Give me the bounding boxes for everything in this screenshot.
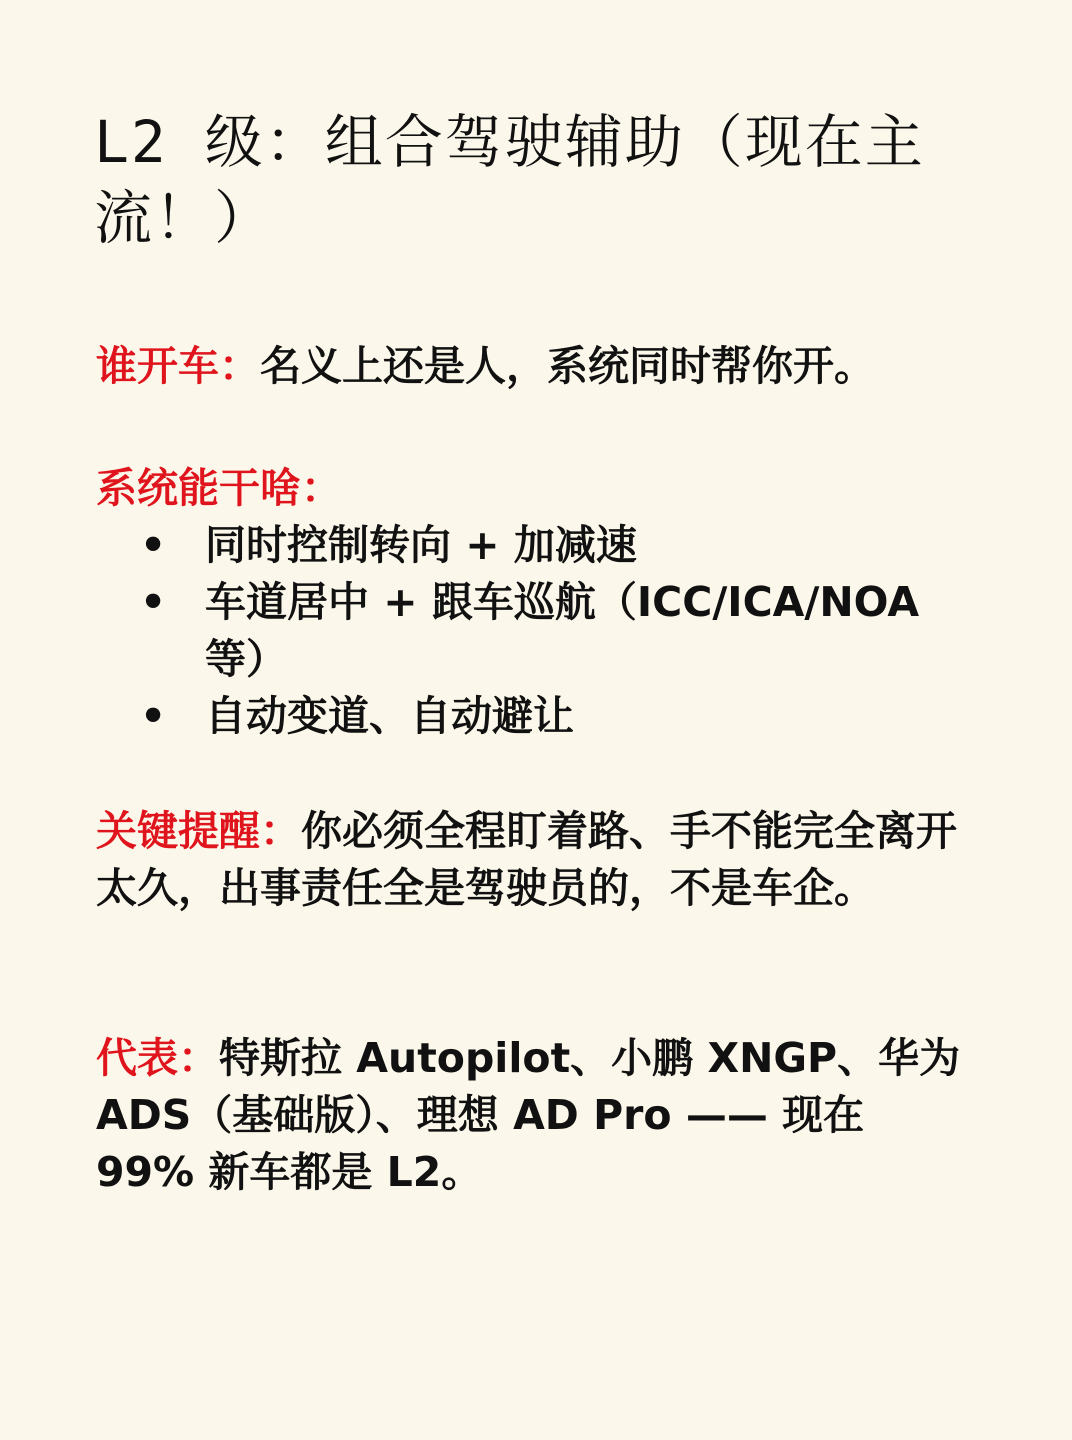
capabilities-label: 系统能干啥： bbox=[96, 464, 342, 512]
page-title: L2 级：组合驾驶辅助（现在主流！） bbox=[94, 108, 925, 252]
list-item bbox=[0, 688, 1072, 745]
list-item-text: 车道居中 + 跟车巡航（ICC/ICA/NOA 等） bbox=[205, 578, 920, 683]
bullet-icon: • bbox=[140, 692, 167, 740]
list-item bbox=[0, 517, 1072, 574]
list-item-text: 同时控制转向 + 加减速 bbox=[205, 521, 637, 569]
capabilities-list bbox=[0, 517, 1072, 745]
list-item-text: 自动变道、自动避让 bbox=[205, 692, 574, 740]
who-drives-text: 名义上还是人，系统同时帮你开。 bbox=[260, 342, 875, 390]
reminder-paragraph bbox=[96, 803, 976, 917]
who-drives-paragraph bbox=[96, 338, 976, 395]
examples-text: 特斯拉 Autopilot、小鹏 XNGP、华为 ADS（基础版）、理想 AD Pro —— 现在 99% 新车都是 L2。 bbox=[96, 1034, 961, 1196]
examples-label: 代表： bbox=[96, 1034, 219, 1082]
reminder-text: 你必须全程盯着路、手不能完全离开太久，出事责任全是驾驶员的，不是车企。 bbox=[96, 807, 957, 912]
bullet-icon: • bbox=[140, 578, 167, 626]
list-item bbox=[0, 574, 1072, 688]
examples-paragraph bbox=[96, 1030, 976, 1201]
who-drives-label: 谁开车： bbox=[96, 342, 260, 390]
bullet-icon: • bbox=[140, 521, 167, 569]
reminder-label: 关键提醒： bbox=[96, 807, 301, 855]
